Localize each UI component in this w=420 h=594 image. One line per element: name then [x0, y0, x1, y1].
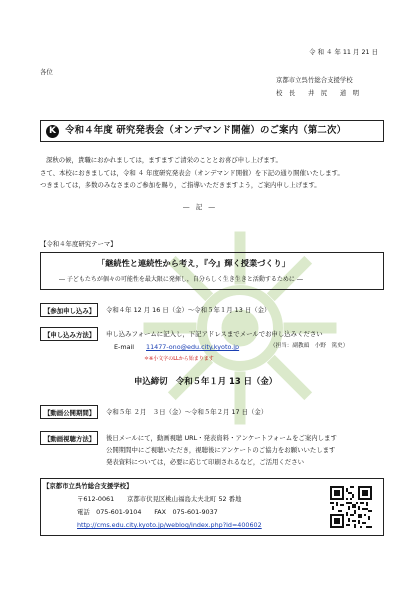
- viewing-line-2: 公開期間中にご視聴いただき，視聴後にアンケートのご協力をお願いいたします: [106, 446, 336, 454]
- apply-instruction: 申し込みフォームに記入し，下記アドレスまでメールでお申し込みください: [106, 330, 323, 338]
- school-website-link[interactable]: http://cms.edu.city.kyoto.jp/weblog/index.php?id=400602: [77, 521, 262, 529]
- theme-box: [40, 252, 384, 290]
- email-link[interactable]: 11477-ono@edu.city.kyoto.jp: [146, 343, 240, 351]
- intro-line-2: さて、本校におきましては，令和 ４ 年度研究発表会（オンデマンド開催）を下記の通り開催いたします。: [40, 169, 344, 177]
- ki-heading: ― 記 ―: [183, 203, 215, 211]
- intro-line-1: 深秋の候，貴職におかれましては，ますますご清栄のこととお喜び申し上げます。: [46, 156, 282, 164]
- principal-name: 校 長 井 尻 道 明: [276, 89, 360, 97]
- apply-label: 【申し込み方法】: [44, 331, 96, 339]
- viewing-line-3: 発表資料については，必要に応じて印刷されるなど，ご活用ください: [106, 458, 304, 466]
- document-date: 令 和 ４ 年 11 月 21 日: [309, 48, 378, 56]
- school-name: 京都市立呉竹総合支援学校: [276, 76, 353, 84]
- viewing-line-1: 後日メールにて，動画視聴 URL・発表資料・アンケートフォームをご案内します: [106, 434, 337, 442]
- theme-sub: ― 子どもたちが個々の可能性を最大限に発揮し，自分らしく生き生きと活動するために ―: [59, 276, 303, 283]
- participation-label-box: [40, 303, 98, 317]
- viewing-label-box: [40, 431, 98, 445]
- contact-address: 〒612-0061 京都市伏見区桃山福島太夫北町 52 番地: [77, 495, 242, 503]
- viewing-label: 【動画視聴方法】: [44, 435, 96, 443]
- contact-person: （担当：副教頭 小野 篤史）: [270, 343, 349, 349]
- theme-main: 「継続性と連続性から考え，『今』輝く授業づくり」: [97, 258, 290, 268]
- application-deadline: 申込締切 令和５年１月 13 日（金）: [134, 376, 278, 386]
- qr-code-icon: [330, 486, 372, 528]
- theme-heading: 【令和４年度研究テーマ】: [40, 240, 117, 248]
- email-note: ＊※小文字のLLから始まります: [144, 356, 214, 362]
- publish-label-box: [40, 405, 98, 419]
- participation-period: 令和４年 12 月 16 日（金）～令和５年１月 13 日（金）: [106, 306, 271, 314]
- publish-period: 令和５年 ２月 ３日（金）～令和５年２月 17 日（金）: [106, 408, 268, 416]
- email-label: E-mail: [114, 343, 135, 351]
- document-title: 令和４年度 研究発表会（オンデマンド開催）のご案内（第二次）: [65, 125, 347, 136]
- apply-label-box: [40, 327, 98, 341]
- school-logo-icon: K: [46, 125, 59, 138]
- intro-line-3: つきましては，多数のみなさまのご参加を賜り，ご指導いただきますよう，ご案内申し上げます。: [40, 181, 321, 189]
- publish-label: 【動画公開期間】: [44, 409, 96, 417]
- contact-org: 【京都市立呉竹総合支援学校】: [43, 482, 133, 490]
- contact-phone: 電話 075-601-9104 FAX 075-601-9037: [77, 508, 218, 516]
- title-box: [40, 120, 384, 142]
- addressee: 各位: [40, 68, 53, 76]
- participation-label: 【参加申し込み】: [44, 307, 96, 315]
